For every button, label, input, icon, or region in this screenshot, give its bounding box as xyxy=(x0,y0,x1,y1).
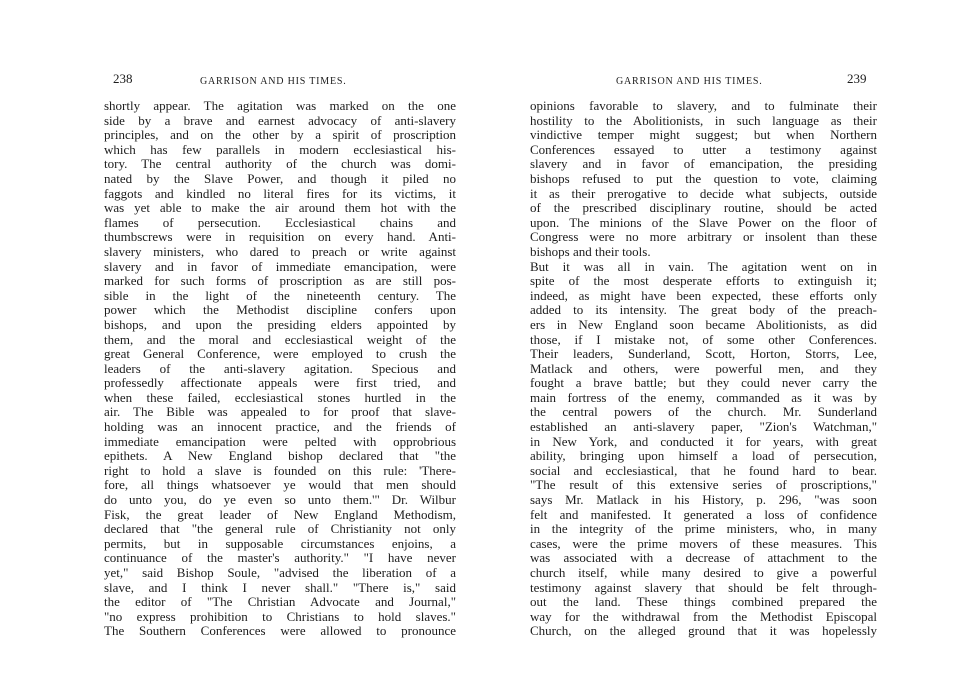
text-line: indeed, as might have been expected, these efforts only xyxy=(530,287,877,303)
text-line: testimony against slavery that should be felt through- xyxy=(530,579,877,595)
text-line: continuance of the master's authority." "I have never xyxy=(104,550,456,566)
text-line: added to its intensity. The great body of the preach- xyxy=(530,302,877,318)
text-line: slavery ministers, who dared to preach or write against xyxy=(104,243,456,259)
right-page-body xyxy=(530,99,877,639)
text-line: when these failed, ecclesiastical stones hurtled in the xyxy=(104,389,456,405)
text-line: spite of the most desperate efforts to extinguish it; xyxy=(530,273,877,289)
text-line: power which the Methodist discipline confers upon xyxy=(104,302,456,318)
text-line: way for the withdrawal from the Methodist Episcopal xyxy=(530,608,877,624)
text-line: the central powers of the church. Mr. Sunderland xyxy=(530,404,877,420)
page-number-left: 238 xyxy=(113,71,133,86)
text-line: side by a brave and earnest advocacy of anti-slavery xyxy=(104,112,456,128)
text-line: professedly affectionate appeals were first tried, and xyxy=(104,375,456,391)
text-line: nated by the Slave Power, and though it piled no xyxy=(104,170,456,186)
text-line: bishops and their tools. xyxy=(530,243,651,259)
text-line: tory. The central authority of the church was domi- xyxy=(104,156,456,172)
right-page xyxy=(490,0,980,680)
text-line: Fisk, the great leader of New England Methodism, xyxy=(104,506,456,522)
text-line: the editor of "The Christian Advocate and Journal," xyxy=(104,594,456,610)
text-line: holding was an innocent practice, and the friends of xyxy=(104,419,456,435)
left-page-body xyxy=(104,99,456,639)
text-line: out the land. These things combined prepared the xyxy=(530,594,877,610)
text-line: "no express prohibition to Christians to hold slaves." xyxy=(104,608,456,624)
text-line: yet," said Bishop Soule, "advised the liberation of a xyxy=(104,565,456,580)
text-line: Congress were no more arbitrary or insolent than these xyxy=(530,229,877,245)
text-line: main fortress of the enemy, commanded as it was by xyxy=(530,389,877,405)
text-line: thumbscrews were in requisition on every hand. Anti- xyxy=(104,229,456,245)
text-line: upon. The minions of the Slave Power on the floor of xyxy=(530,214,877,230)
text-line: do unto you, do ye even so unto them.'" Dr. Wilbur xyxy=(104,492,456,508)
text-line: Church, on the alleged ground that it was hopelessly xyxy=(530,623,877,639)
text-line: But it was all in vain. The agitation went on in xyxy=(530,258,877,274)
text-line: "The result of this extensive series of proscriptions," xyxy=(530,477,877,493)
text-line: was yet able to make the air around them hot with the xyxy=(104,200,456,216)
text-line: hostility to the Abolitionists, in such language as their xyxy=(530,112,877,128)
text-line: opinions favorable to slavery, and to fulminate their xyxy=(530,98,877,113)
text-line: fore, all things whatsoever ye would that men should xyxy=(104,477,456,493)
text-line: established an anti-slavery paper, "Zion's Watchman," xyxy=(530,419,877,435)
text-line: slave, and I think I never shall." "There is," said xyxy=(104,579,456,595)
text-line: right to hold a slave is founded on this rule: 'There- xyxy=(104,462,456,478)
text-line: sible in the light of the nineteenth century. The xyxy=(104,287,456,303)
text-line: ability, bringing upon himself a load of persecution, xyxy=(530,448,877,464)
page-number-right: 239 xyxy=(847,71,867,86)
text-line: declared that "the general rule of Christianity not only xyxy=(104,521,456,537)
text-line: Matlack and others, were powerful men, and they xyxy=(530,360,877,376)
text-line: in the integrity of the prime ministers, who, in many xyxy=(530,521,877,537)
text-line: immediate emancipation were pelted with opprobrious xyxy=(104,433,456,449)
text-line: cases, were the prime movers of these measures. This xyxy=(530,535,877,551)
running-title-right: GARRISON AND HIS TIMES. xyxy=(616,76,763,87)
text-line: of the prescribed disciplinary routine, should be acted xyxy=(530,200,877,216)
text-line: epithets. A New England bishop declared that "the xyxy=(104,448,456,464)
text-line: Their leaders, Sunderland, Scott, Horton, Storrs, Lee, xyxy=(530,346,877,362)
text-line: says Mr. Matlack in his History, p. 296, "was soon xyxy=(530,492,877,508)
text-line: air. The Bible was appealed to for proof that slave- xyxy=(104,404,456,420)
text-line: was associated with a decrease of attachment to the xyxy=(530,550,877,566)
text-line: fought a brave battle; but they could never carry the xyxy=(530,375,877,391)
text-line: shortly appear. The agitation was marked on the one xyxy=(104,98,456,113)
text-line: leaders of the anti-slavery agitation. Specious and xyxy=(104,360,456,376)
text-line: ers in New England soon became Abolitionists, as did xyxy=(530,316,877,332)
text-line: The Southern Conferences were allowed to pronounce xyxy=(104,623,456,639)
text-line: those, if I mistake not, of some other Conferences. xyxy=(530,331,877,347)
text-line: social and ecclesiastical, that he found hard to bear. xyxy=(530,462,877,478)
text-line: vindictive temper might suggest; but when Northern xyxy=(530,127,877,143)
text-line: bishops, and upon the presiding elders appointed by xyxy=(104,316,456,332)
text-line: faggots and kindled no literal fires for its victims, it xyxy=(104,185,456,201)
text-line: in New York, and conducted it for years, with great xyxy=(530,433,877,449)
text-line: them, and the moral and ecclesiastical weight of the xyxy=(104,331,456,347)
text-line: slavery and in favor of emancipation, the presiding xyxy=(530,156,877,172)
text-line: felt and manifested. It generated a loss of confidence xyxy=(530,506,877,522)
text-line: principles, and on the other by a spirit of proscription xyxy=(104,127,456,143)
text-line: bishops refused to put the question to vote, claiming xyxy=(530,170,877,186)
text-line: church itself, while many desired to give a powerful xyxy=(530,565,877,580)
text-line: permits, but in supposable circumstances enjoins, a xyxy=(104,535,456,551)
text-line: which has few parallels in modern ecclesiastical his- xyxy=(104,141,456,157)
text-line: Conferences essayed to utter a testimony against xyxy=(530,141,877,157)
text-line: flames of persecution. Ecclesiastical chains and xyxy=(104,214,456,230)
text-line: it as their prerogative to decide what subjects, outside xyxy=(530,185,877,201)
text-line: marked for such forms of proscription as are still pos- xyxy=(104,273,456,289)
running-title-left: GARRISON AND HIS TIMES. xyxy=(200,76,347,87)
text-line: slavery and in favor of immediate emancipation, were xyxy=(104,258,456,274)
text-line: great General Conference, were employed to crush the xyxy=(104,346,456,362)
